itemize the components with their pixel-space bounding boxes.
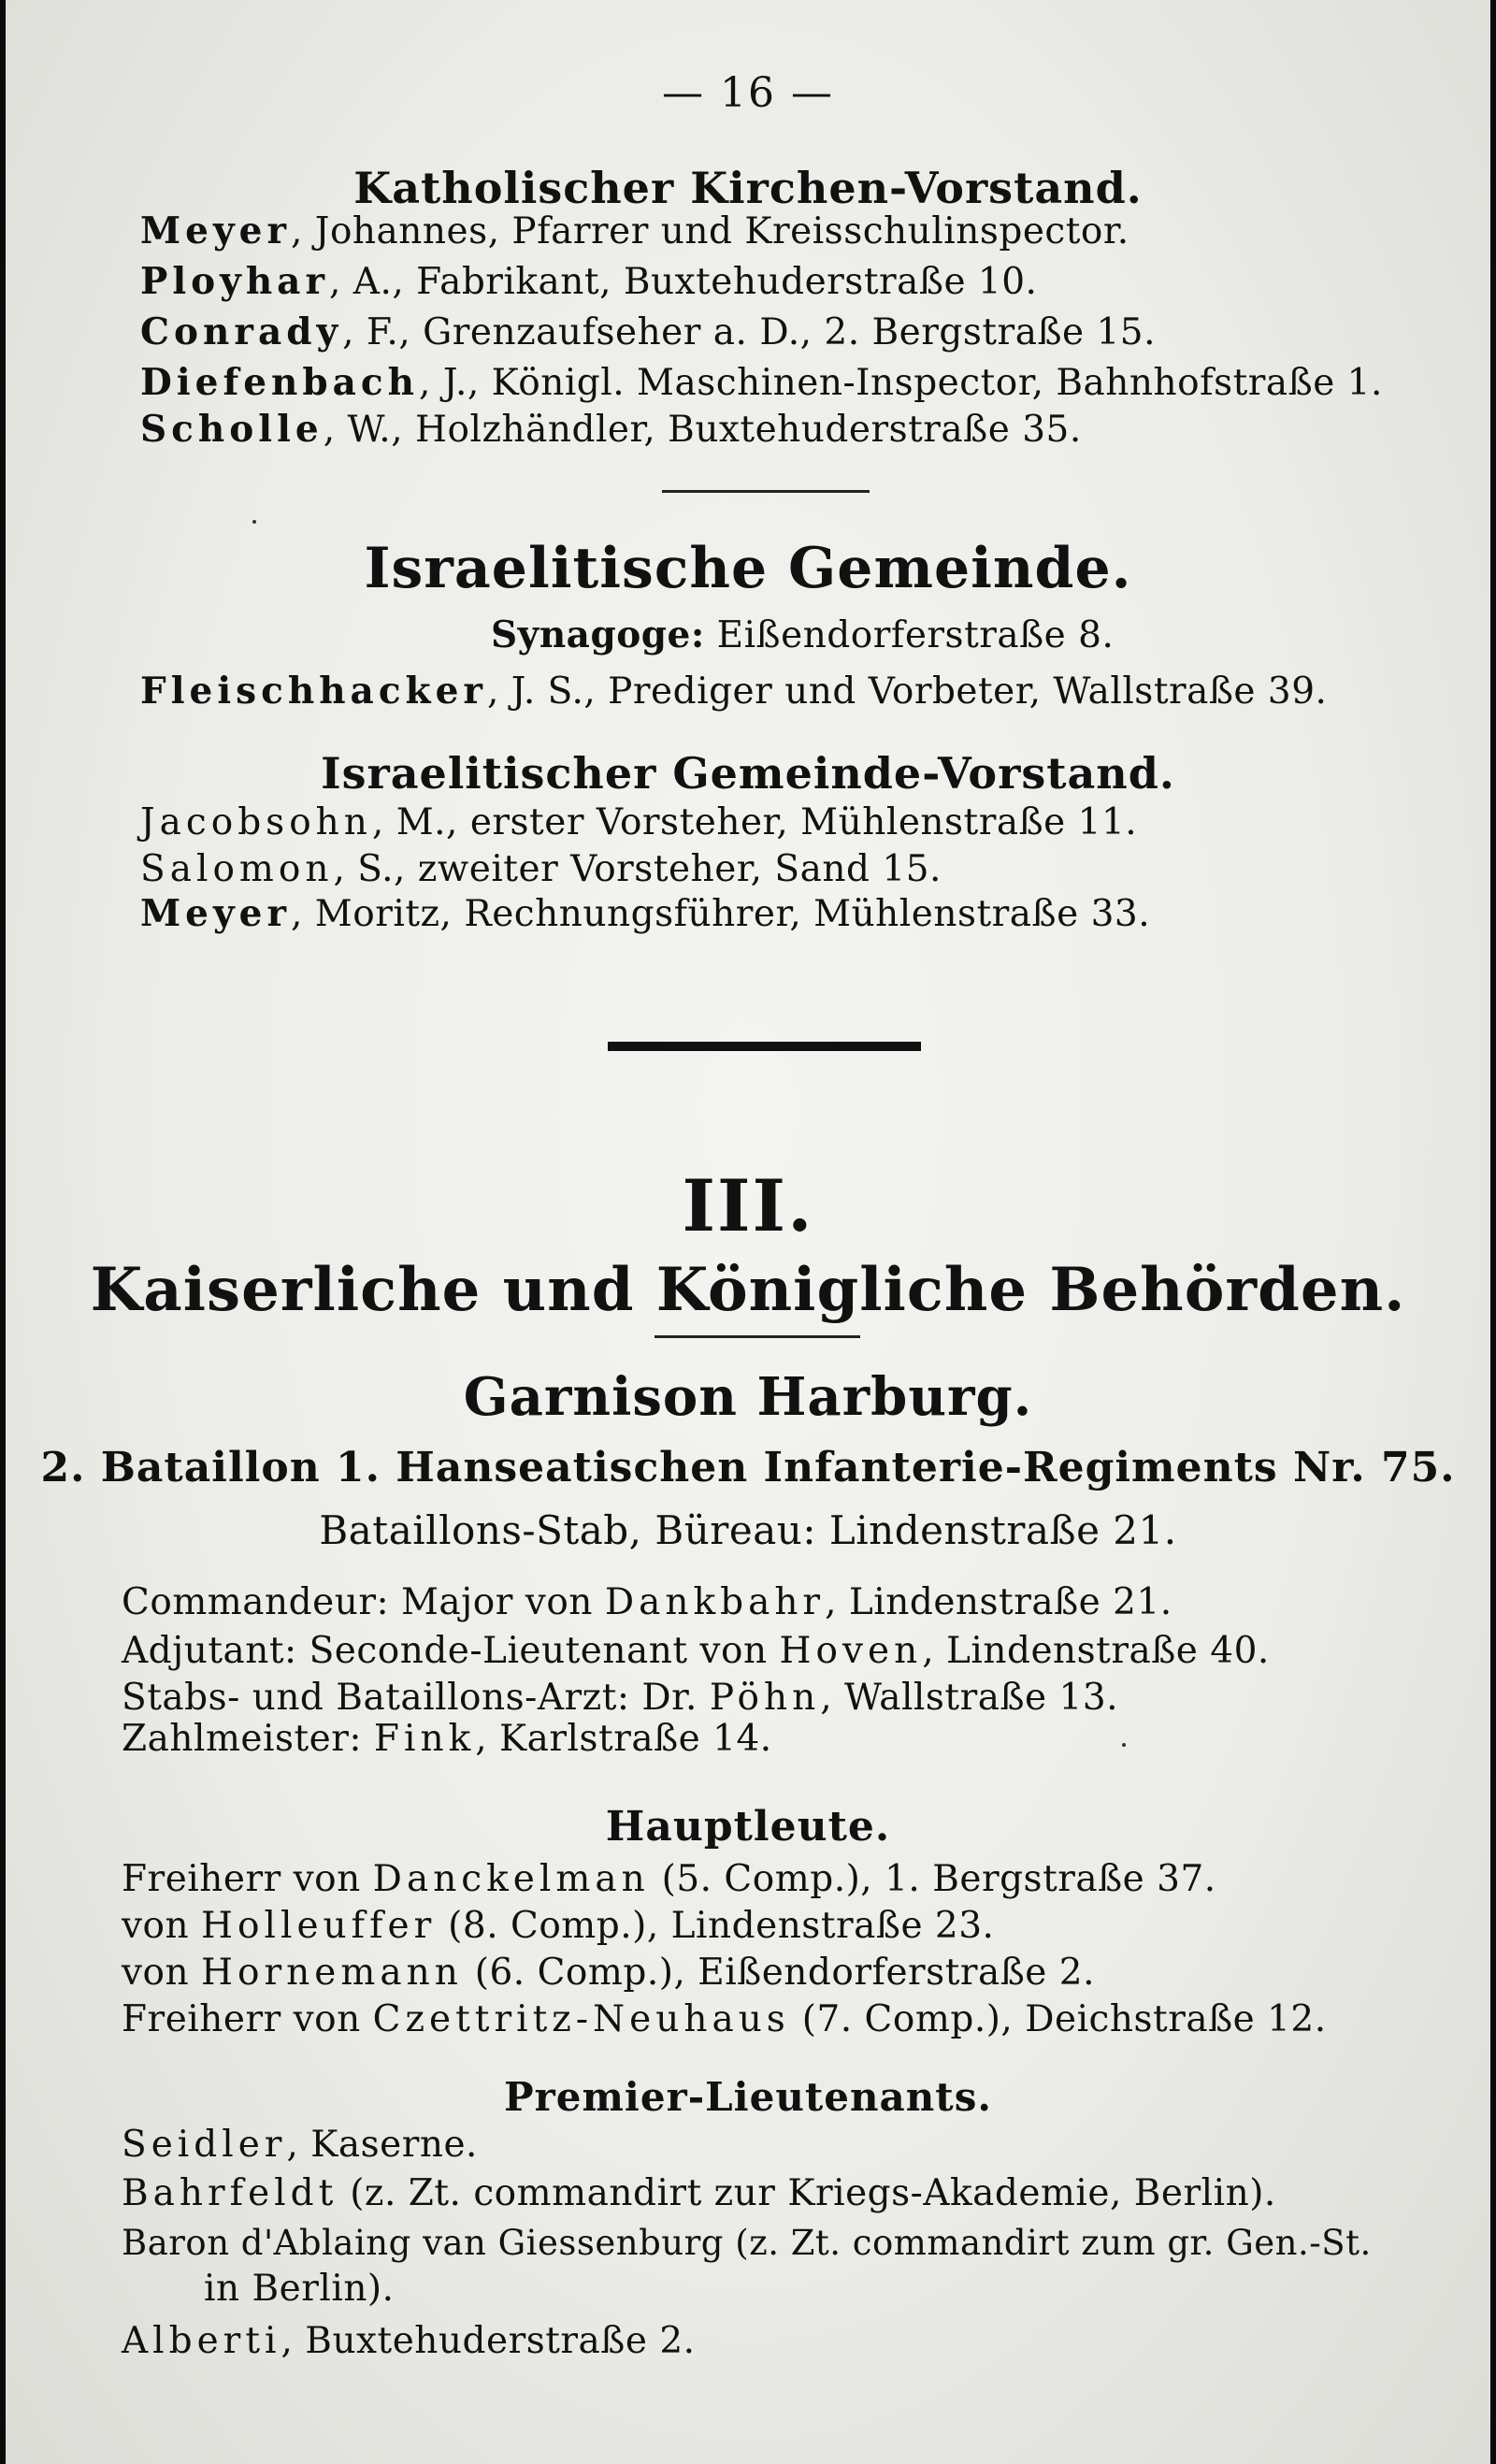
lieutenants-heading: Premier-Lieutenants.	[504, 2074, 992, 2120]
list-item	[140, 310, 1157, 353]
entry-text: , J., Königl. Maschinen-Inspector, Bahnhofstraße 1.	[419, 362, 1383, 404]
list-item	[122, 2320, 696, 2362]
list-item	[122, 1677, 1119, 1719]
list-item	[122, 2172, 1276, 2214]
entry-text: , Lindenstraße 21.	[825, 1581, 1172, 1623]
entry-text: , Lindenstraße 40.	[922, 1630, 1270, 1672]
battalion-heading: 2. Bataillon 1. Hanseatischen Infanterie-Regiments Nr. 75.	[40, 1444, 1456, 1491]
list-item	[140, 361, 1383, 404]
entry-text: (8. Comp.), Lindenstraße 23.	[436, 1905, 995, 1947]
entry-name: Conrady	[140, 310, 343, 353]
board-heading: Israelitischer Gemeinde-Vorstand.	[321, 748, 1175, 799]
entry-text: , A., Fabrikant, Buxtehuderstraße 10.	[329, 261, 1038, 303]
section-divider	[608, 1042, 921, 1051]
entry-role: Adjutant: Seconde-Lieutenant von	[122, 1630, 780, 1672]
entry-text: , Kaserne.	[286, 2124, 478, 2166]
list-item	[140, 260, 1038, 303]
divider	[662, 490, 870, 493]
entry-prefix: von	[122, 1952, 202, 1994]
entry-name: Fleischhacker	[140, 670, 487, 713]
entry-name: Hoven	[779, 1630, 923, 1672]
entry-text: (z. Zt. commandirt zum gr. Gen.-St.	[724, 2223, 1372, 2263]
entry-text: in Berlin).	[204, 2268, 395, 2310]
entry-name: Danckelman	[372, 1858, 650, 1900]
entry-text: (6. Comp.), Eißendorferstraße 2.	[462, 1952, 1095, 1994]
list-item	[140, 670, 1328, 713]
list-item	[122, 1718, 772, 1760]
list-item	[140, 408, 1082, 451]
entry-text: (7. Comp.), Deichstraße 12.	[789, 1998, 1327, 2040]
list-item	[122, 2124, 478, 2166]
entry-role: Zahlmeister:	[122, 1718, 374, 1760]
speck	[1122, 1743, 1126, 1747]
synagogue-line	[491, 613, 1115, 656]
list-item	[140, 209, 1129, 252]
entry-text: , Moritz, Rechnungsführer, Mühlenstraße 33.	[291, 893, 1151, 935]
entry-text: , Johannes, Pfarrer und Kreisschulinspector.	[291, 210, 1129, 252]
entry-prefix: von	[122, 1905, 202, 1947]
entry-name: Alberti	[122, 2320, 281, 2362]
section-title: Kaiserliche und Königliche Behörden.	[90, 1255, 1406, 1325]
entry-name: Salomon	[140, 848, 334, 890]
entry-name: Meyer	[140, 892, 292, 935]
speck	[252, 520, 256, 524]
entry-name: Seidler	[122, 2124, 287, 2166]
entry-text: , Wallstraße 13.	[820, 1677, 1119, 1719]
list-item-continuation	[204, 2268, 395, 2310]
staff-line: Bataillons-Stab, Büreau: Lindenstraße 21.	[319, 1507, 1177, 1553]
entry-text: , S., zweiter Vorsteher, Sand 15.	[333, 848, 942, 890]
entry-text: (5. Comp.), 1. Bergstraße 37.	[649, 1858, 1216, 1900]
list-item	[140, 801, 1138, 843]
entry-name: Czettritz-Neuhaus	[372, 1998, 790, 2040]
entry-name: Baron d'Ablaing van Giessenburg	[122, 2223, 724, 2263]
captains-heading: Hauptleute.	[605, 1803, 891, 1851]
synagogue-label: Synagoge:	[491, 613, 705, 656]
list-item	[122, 1630, 1270, 1672]
entry-name: Ployhar	[140, 260, 329, 303]
entry-text: , W., Holzhändler, Buxtehuderstraße 35.	[323, 409, 1082, 451]
list-item	[122, 1952, 1095, 1994]
entry-name: Diefenbach	[140, 361, 420, 404]
entry-name: Scholle	[140, 408, 324, 451]
entry-name: Bahrfeldt	[122, 2172, 338, 2214]
entry-prefix: Freiherr von	[122, 1858, 373, 1900]
list-item	[140, 848, 942, 890]
entry-text: (z. Zt. commandirt zur Kriegs-Akademie, Berlin).	[338, 2172, 1276, 2214]
list-item	[122, 1905, 995, 1947]
entry-name: Pöhn	[709, 1677, 821, 1719]
entry-text: , Buxtehuderstraße 2.	[280, 2320, 696, 2362]
entry-name: Fink	[373, 1718, 476, 1760]
israelite-heading: Israelitische Gemeinde.	[364, 536, 1132, 601]
divider	[654, 1335, 860, 1338]
list-item	[122, 1998, 1327, 2040]
entry-role: Stabs- und Bataillons-Arzt: Dr.	[122, 1677, 710, 1719]
synagogue-address: Eißendorferstraße 8.	[704, 614, 1115, 656]
entry-prefix: Freiherr von	[122, 1998, 373, 2040]
entry-name: Holleuffer	[201, 1905, 437, 1947]
list-item	[122, 1581, 1172, 1623]
entry-name: Jacobsohn	[140, 801, 372, 843]
entry-name: Dankbahr	[604, 1581, 826, 1623]
catholic-heading: Katholischer Kirchen-Vorstand.	[353, 163, 1143, 213]
section-number: III.	[682, 1164, 814, 1247]
garrison-heading: Garnison Harburg.	[463, 1366, 1033, 1428]
entry-text: , J. S., Prediger und Vorbeter, Wallstraße 39.	[486, 670, 1328, 713]
page-number: — 16 —	[662, 69, 834, 117]
entry-text: , Karlstraße 14.	[475, 1718, 772, 1760]
list-item	[140, 892, 1151, 935]
entry-name: Hornemann	[201, 1952, 463, 1994]
entry-text: , F., Grenzaufseher a. D., 2. Bergstraße 15.	[342, 311, 1157, 353]
entry-name: Meyer	[140, 209, 292, 252]
list-item	[122, 2223, 1372, 2263]
entry-role: Commandeur: Major von	[122, 1581, 605, 1623]
entry-text: , M., erster Vorsteher, Mühlenstraße 11.	[371, 801, 1138, 843]
list-item	[122, 1858, 1216, 1900]
